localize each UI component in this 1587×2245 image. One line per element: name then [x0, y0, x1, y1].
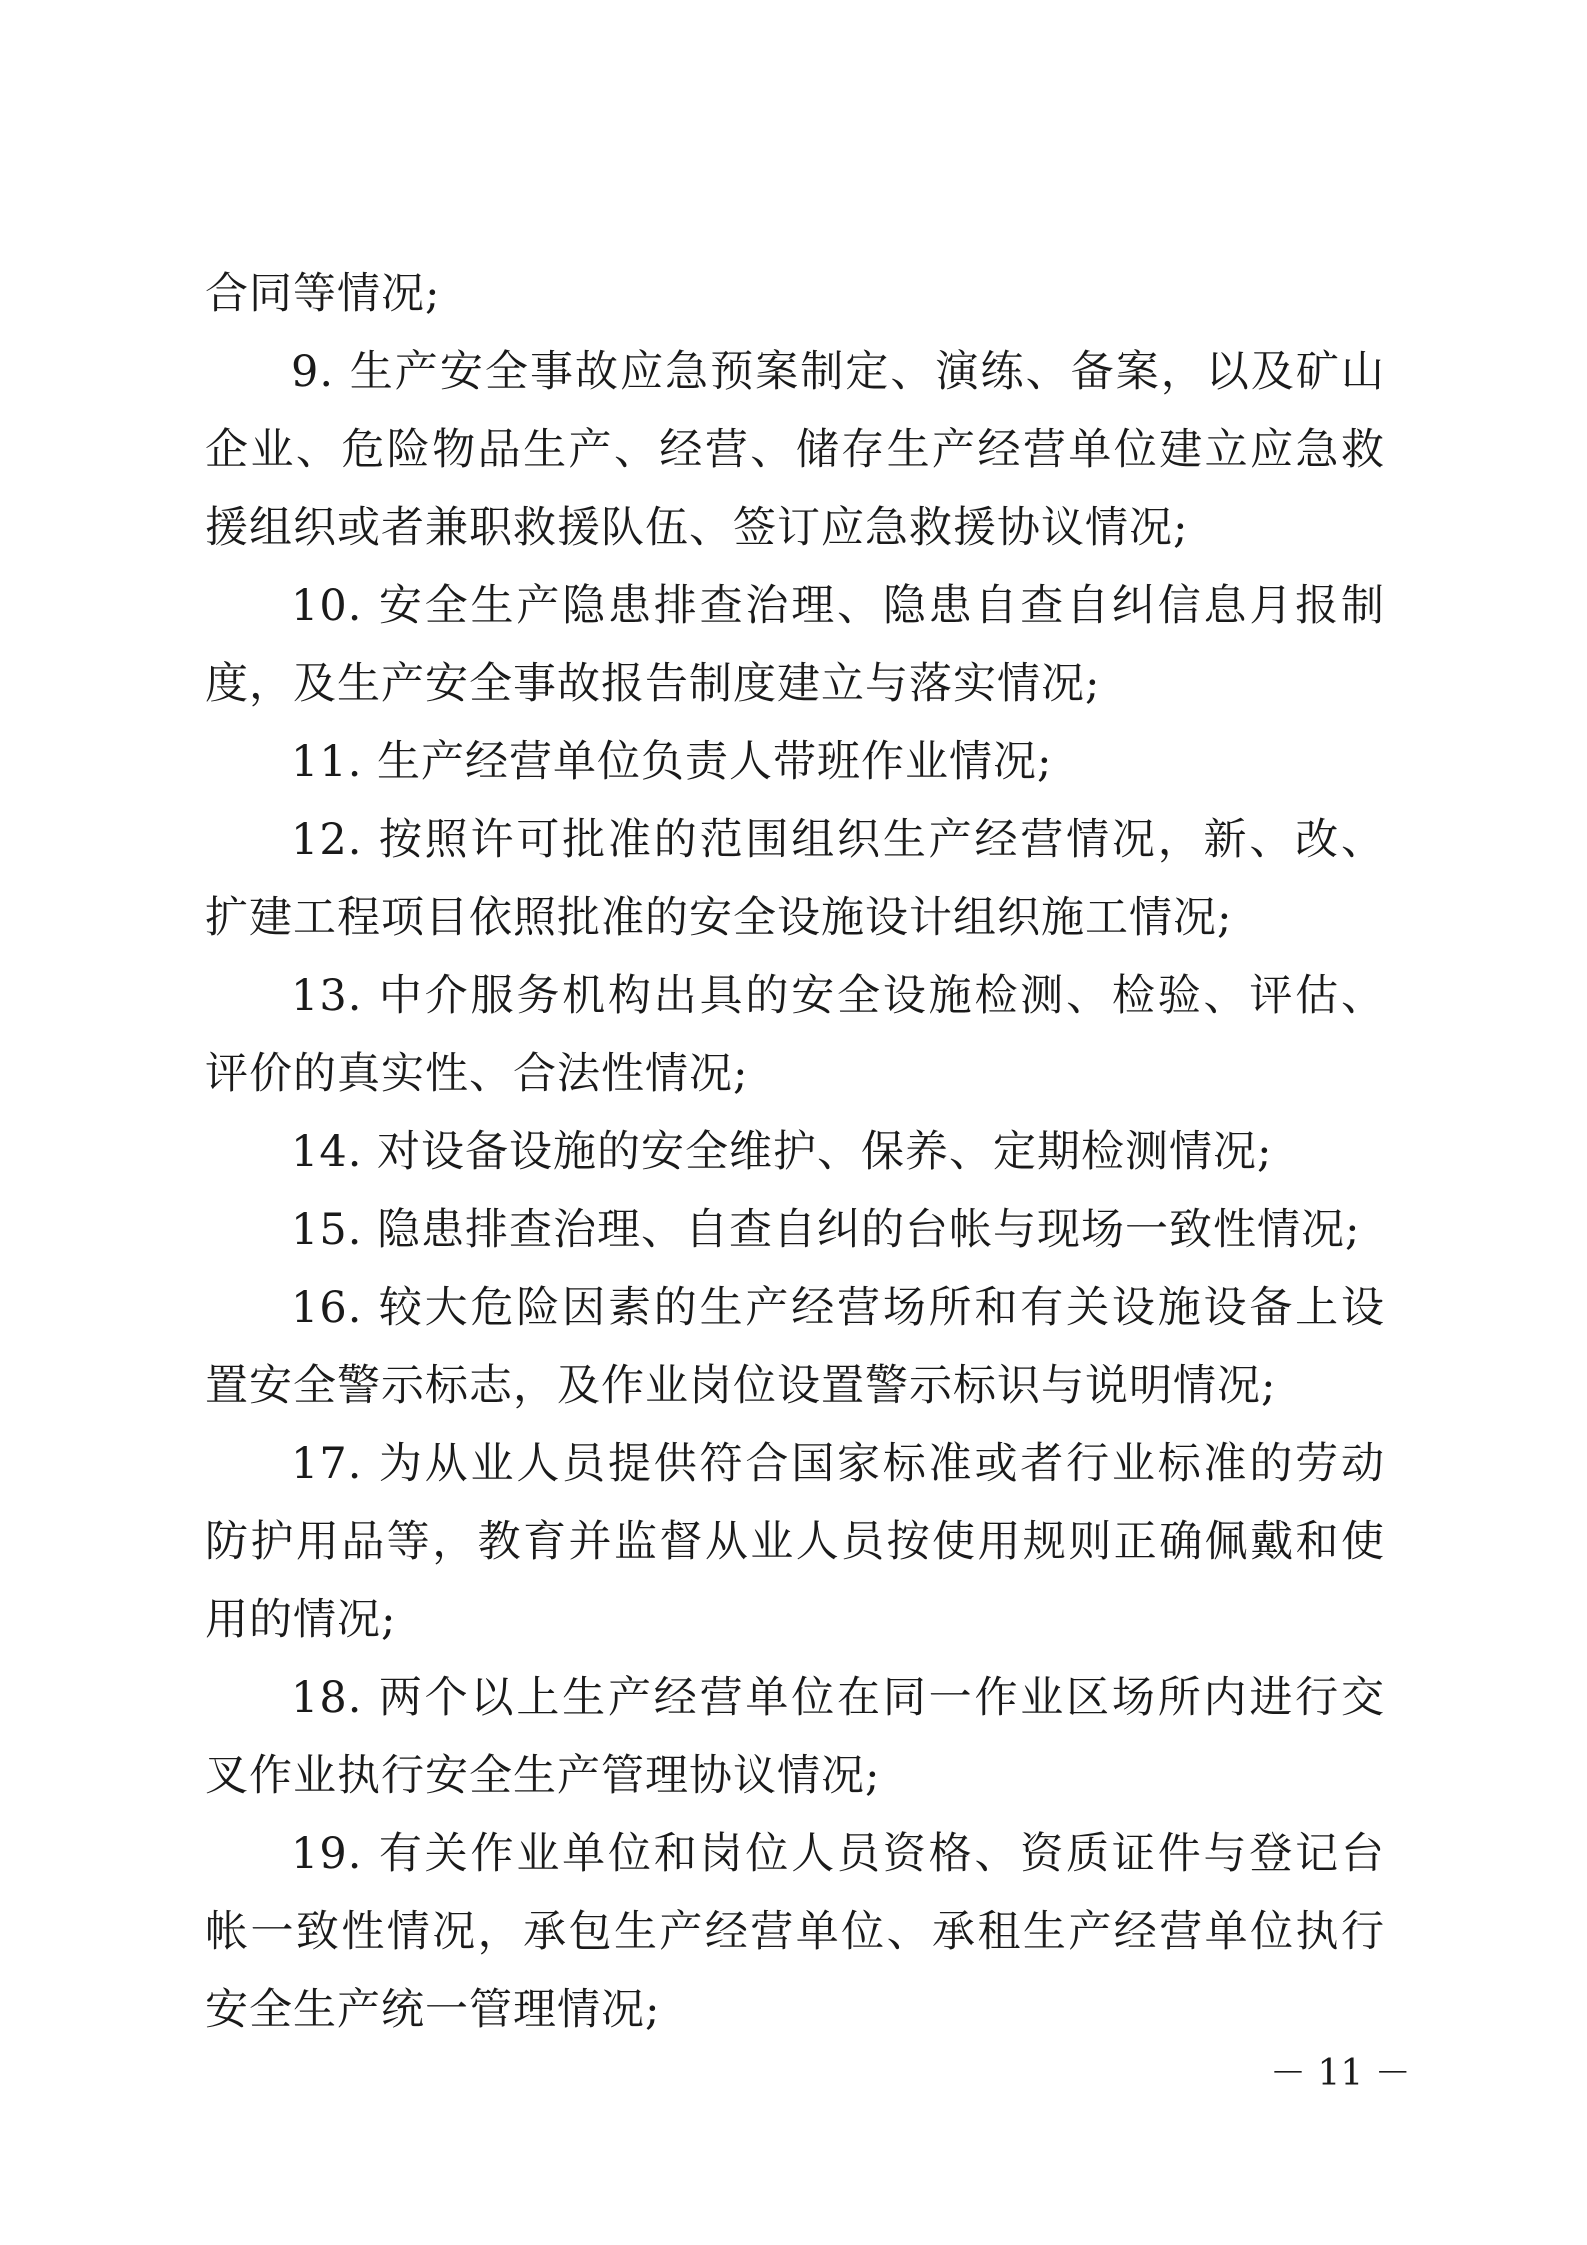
paragraph-item-15: 15. 隐患排查治理、自查自纠的台帐与现场一致性情况;: [291, 1205, 1361, 1255]
paragraph-item-19: 19. 有关作业单位和岗位人员资格、资质证件与登记台帐一致性情况，承包生产经营单位、承租生产经营单位执行安全生产统一管理情况;: [205, 1829, 1385, 2035]
paragraph-item-11: 11. 生产经营单位负责人带班作业情况;: [291, 737, 1053, 787]
paragraph-item-10: 10. 安全生产隐患排查治理、隐患自查自纠信息月报制度，及生产安全事故报告制度建立与落实情况;: [205, 581, 1385, 709]
paragraph-item-12: 12. 按照许可批准的范围组织生产经营情况，新、改、扩建工程项目依照批准的安全设施设计组织施工情况;: [205, 815, 1385, 943]
paragraph-item-14: 14. 对设备设施的安全维护、保养、定期检测情况;: [291, 1127, 1273, 1177]
page-number: － 11 －: [1270, 2053, 1411, 2094]
paragraph-item-18: 18. 两个以上生产经营单位在同一作业区场所内进行交叉作业执行安全生产管理协议情况;: [205, 1673, 1385, 1801]
paragraph-item-13: 13. 中介服务机构出具的安全设施检测、检验、评估、评价的真实性、合法性情况;: [205, 971, 1385, 1099]
paragraph-continuation: 合同等情况;: [205, 269, 441, 319]
paragraph-item-16: 16. 较大危险因素的生产经营场所和有关设施设备上设置安全警示标志，及作业岗位设置警示标识与说明情况;: [205, 1283, 1385, 1411]
paragraph-item-17: 17. 为从业人员提供符合国家标准或者行业标准的劳动防护用品等，教育并监督从业人员按使用规则正确佩戴和使用的情况;: [205, 1439, 1385, 1645]
document-body: [205, 255, 1385, 2049]
paragraph-item-9: 9. 生产安全事故应急预案制定、演练、备案，以及矿山企业、危险物品生产、经营、储存生产经营单位建立应急救援组织或者兼职救援队伍、签订应急救援协议情况;: [205, 347, 1385, 553]
